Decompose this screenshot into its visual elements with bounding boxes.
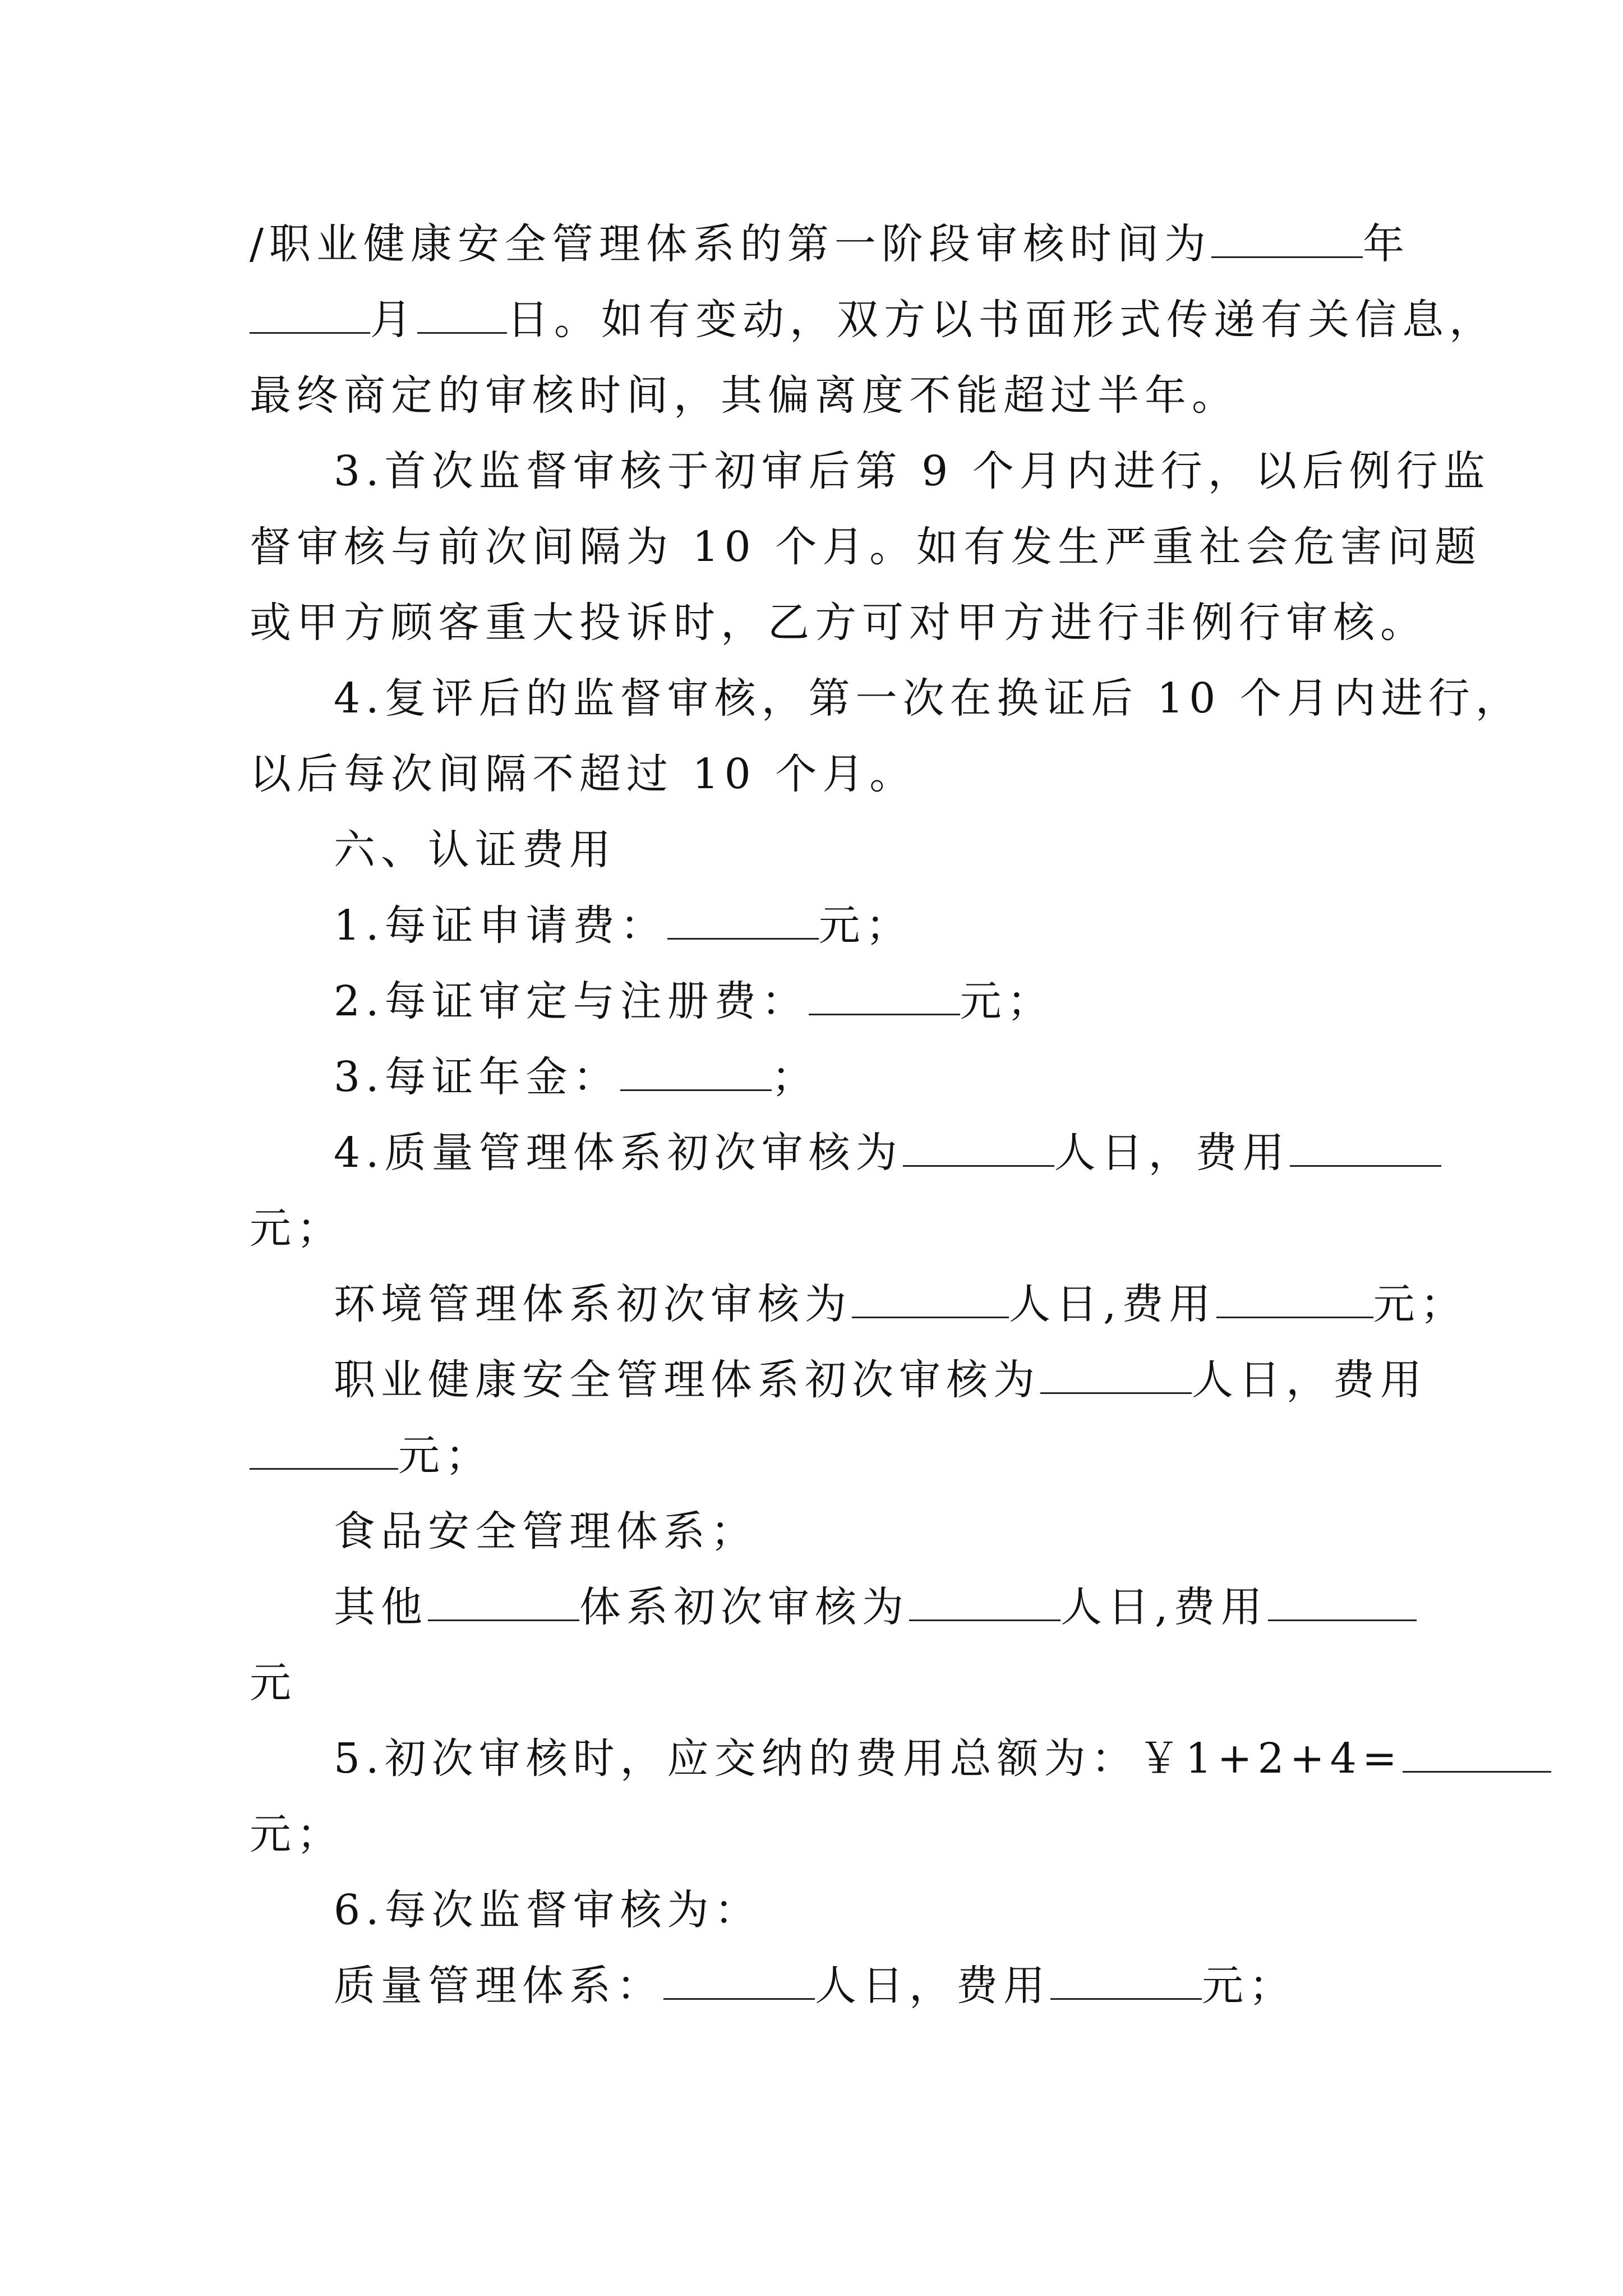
blank-field-year[interactable] xyxy=(1211,218,1363,258)
fee-food-line: 食品安全管理体系； xyxy=(334,1507,758,1556)
blank-field-surveillance-days[interactable] xyxy=(663,1960,815,2000)
paragraph-3-line-3: 或甲方顾客重大投诉时，乙方可对甲方进行非例行审核。 xyxy=(250,599,1427,647)
fee-annual-line: 3.每证年金： ； xyxy=(334,1046,1394,1108)
blank-field-month[interactable] xyxy=(250,294,370,334)
fee-other-line: 其他 体系初次审核为 人日,费用 xyxy=(334,1576,1394,1638)
fee-total-line: 5.初次审核时，应交纳的费用总额为：￥1+2+4= xyxy=(334,1728,1394,1789)
blank-field-total-fee[interactable] xyxy=(1403,1733,1551,1773)
text-line-1: /职业健康安全管理体系的第一阶段审核时间为 年 xyxy=(250,213,1394,275)
blank-field-other-days[interactable] xyxy=(909,1581,1061,1621)
fee-quality-line-end: 元； xyxy=(250,1204,344,1253)
fee-ohs-line: 职业健康安全管理体系初次审核为 人日，费用 xyxy=(334,1349,1394,1411)
blank-field-day[interactable] xyxy=(417,294,507,334)
paragraph-4-line-2: 以后每次间隔不超过 10 个月。 xyxy=(250,750,917,798)
blank-field-environment-fee[interactable] xyxy=(1216,1278,1373,1318)
blank-field-surveillance-fee[interactable] xyxy=(1050,1960,1202,2000)
blank-field-quality-fee[interactable] xyxy=(1290,1127,1441,1167)
surveillance-heading: 6.每次监督审核为： xyxy=(334,1886,762,1934)
text-line-2: 月 日。如有变动，双方以书面形式传递有关信息， xyxy=(250,289,1394,351)
blank-field-ohs-fee[interactable] xyxy=(250,1430,398,1470)
fee-other-line-end: 元 xyxy=(250,1659,297,1707)
paragraph-4-line-1: 4.复评后的监督审核，第一次在换证后 10 个月内进行， xyxy=(334,674,1523,723)
fee-quality-line: 4.质量管理体系初次审核为 人日，费用 xyxy=(334,1122,1394,1184)
fee-registration-line: 2.每证审定与注册费： 元； xyxy=(334,970,1394,1032)
paragraph-3-line-1: 3.首次监督审核于初审后第 9 个月内进行，以后例行监 xyxy=(334,447,1491,495)
section-heading-fees: 六、认证费用 xyxy=(334,826,616,874)
blank-field-other-system[interactable] xyxy=(428,1581,579,1621)
blank-field-ohs-days[interactable] xyxy=(1040,1354,1192,1394)
text-line-3: 最终商定的审核时间，其偏离度不能超过半年。 xyxy=(250,371,1239,420)
paragraph-3-line-2: 督审核与前次间隔为 10 个月。如有发生严重社会危害问题 xyxy=(250,523,1482,571)
blank-field-annual-fee[interactable] xyxy=(620,1051,772,1091)
blank-field-environment-days[interactable] xyxy=(852,1278,1009,1318)
fee-application-line: 1.每证申请费： 元； xyxy=(334,895,1394,956)
blank-field-registration-fee[interactable] xyxy=(809,976,960,1015)
fee-ohs-line-end: 元； xyxy=(250,1425,1394,1487)
blank-field-other-fee[interactable] xyxy=(1268,1581,1417,1621)
surveillance-quality-line: 质量管理体系： 人日，费用 元； xyxy=(334,1955,1394,2017)
fee-total-line-end: 元； xyxy=(250,1810,344,1858)
blank-field-quality-days[interactable] xyxy=(903,1127,1054,1167)
fee-environment-line: 环境管理体系初次审核为 人日,费用 元； xyxy=(334,1273,1394,1335)
blank-field-application-fee[interactable] xyxy=(667,900,819,940)
